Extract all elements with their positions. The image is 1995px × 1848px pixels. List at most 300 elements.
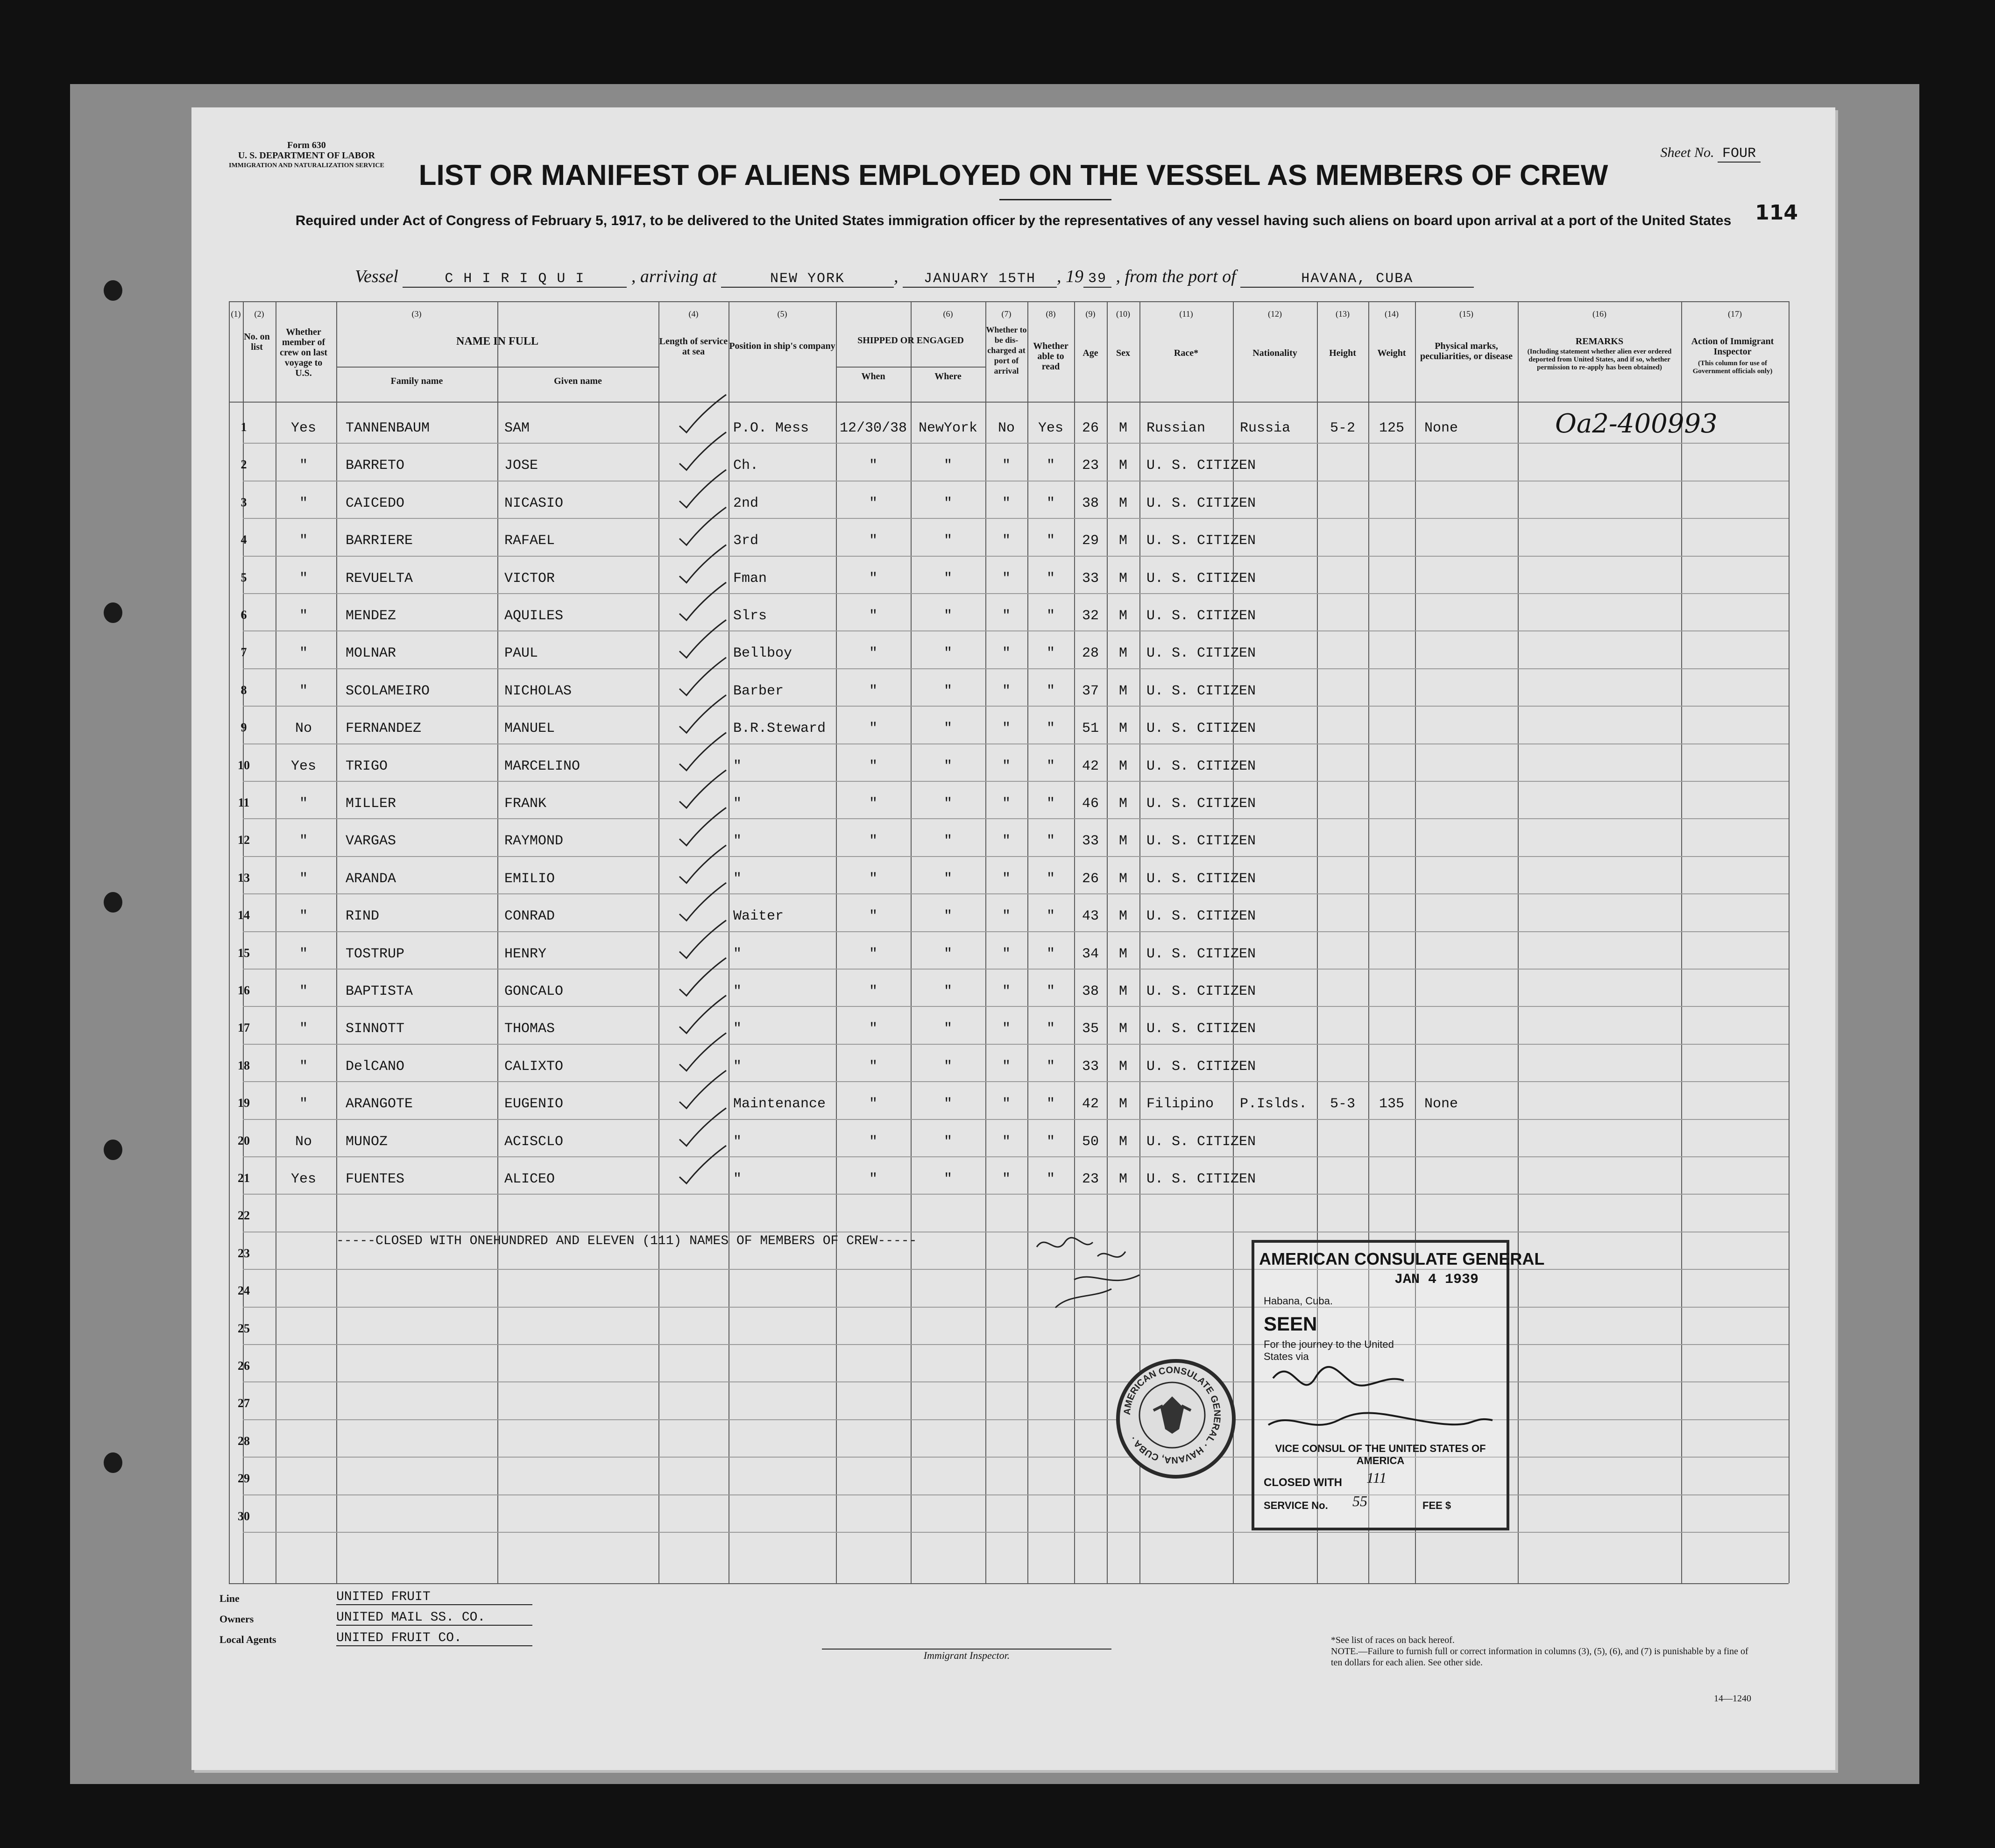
cell-prev: Yes (290, 420, 316, 436)
cell-where: " (943, 495, 952, 511)
cell-family: FERNANDEZ (346, 721, 422, 737)
cell-when: " (869, 871, 877, 887)
length-of-service-checkmarks (191, 107, 1835, 1770)
cell-read: " (1046, 984, 1055, 999)
cell-family: TOSTRUP (346, 946, 405, 962)
cell-position: Fman (733, 570, 767, 587)
cell-disch: " (1002, 721, 1011, 737)
cell-no: 2 (241, 458, 247, 472)
cell-disch: No (998, 420, 1015, 436)
cell-read: " (1046, 758, 1055, 774)
binder-hole (104, 1452, 122, 1473)
column-number: (7) (1001, 309, 1012, 319)
cell-height: 5-3 (1330, 1096, 1355, 1112)
vessel-name: C H I R I Q U I (403, 271, 627, 288)
cell-where: " (943, 946, 952, 962)
cell-when: " (869, 946, 877, 962)
cell-position: 2nd (733, 495, 759, 511)
form-code: 14—1240 (1714, 1693, 1751, 1704)
cell-when: " (869, 1096, 877, 1112)
cell-disch: " (1002, 458, 1011, 474)
cell-citizenship: U. S. CITIZEN (1146, 796, 1256, 812)
checkmark (679, 733, 726, 771)
cell-disch: " (1002, 1171, 1011, 1187)
cell-prev: " (299, 570, 308, 587)
column-number: (17) (1728, 309, 1742, 319)
cell-given: MANUEL (504, 721, 555, 737)
cell-disch: " (1002, 871, 1011, 887)
cell-given: EMILIO (504, 871, 555, 887)
column-number: (9) (1085, 309, 1096, 319)
cell-age: 38 (1082, 984, 1099, 999)
cell-sex: M (1118, 946, 1127, 962)
seal-text: AMERICAN CONSULATE GENERAL · HAVANA, CUBA · (1122, 1365, 1223, 1466)
cell-where: " (943, 1171, 952, 1187)
cell-read: " (1046, 1096, 1055, 1112)
cell-position: Bellboy (733, 645, 792, 662)
page-number: 114 (1755, 201, 1798, 225)
cell-given: THOMAS (504, 1021, 555, 1037)
header-able-read: Whether able to read (1033, 341, 1068, 372)
cell-phys: None (1424, 1096, 1458, 1112)
binder-hole (104, 892, 122, 913)
document-title: LIST OR MANIFEST OF ALIENS EMPLOYED ON THE VESSEL AS MEMBERS OF CREW (418, 159, 1608, 191)
header-weight: Weight (1377, 348, 1406, 358)
cell-sex: M (1118, 420, 1127, 436)
cell-where: " (943, 1133, 952, 1150)
cell-read: " (1046, 570, 1055, 587)
cell-no: 6 (241, 608, 247, 622)
cell-position: " (733, 833, 742, 850)
header-length-service: Length of service at sea (659, 336, 728, 357)
cell-when: " (869, 833, 877, 850)
cell-given: MARCELINO (504, 758, 580, 774)
cell-read: " (1046, 908, 1055, 925)
agents-value: UNITED FRUIT CO. (336, 1631, 532, 1646)
column-number: (14) (1385, 309, 1399, 319)
cell-read: " (1046, 458, 1055, 474)
header-when: When (861, 371, 885, 382)
cell-citizenship: U. S. CITIZEN (1146, 721, 1256, 737)
column-number: (5) (777, 309, 787, 319)
cell-nat: P.Islds. (1240, 1096, 1308, 1112)
cell-where: " (943, 1058, 952, 1075)
stamp-date: JAN 4 1939 (1394, 1272, 1479, 1288)
cell-remarks: Oa2-400993 (1555, 409, 1718, 439)
cell-weight: 125 (1379, 420, 1404, 436)
cell-no: 23 (238, 1246, 250, 1260)
cell-disch: " (1002, 1096, 1011, 1112)
checkmark (679, 695, 726, 733)
cell-sex: M (1118, 833, 1127, 850)
cell-given: GONCALO (504, 984, 564, 999)
checkmark (679, 507, 726, 545)
cell-when: " (869, 683, 877, 699)
cell-when: " (869, 908, 877, 925)
cell-where: " (943, 721, 952, 737)
column-number: (11) (1179, 309, 1193, 319)
stamp-seen: SEEN (1264, 1313, 1317, 1335)
header-given-name: Given name (554, 376, 602, 386)
cell-position: 3rd (733, 533, 759, 549)
cell-family: DelCANO (346, 1058, 405, 1075)
cell-disch: " (1002, 796, 1011, 812)
cell-position: Barber (733, 683, 784, 699)
cell-where: " (943, 608, 952, 624)
footer-owner-block (219, 1590, 486, 1654)
header-height: Height (1329, 348, 1356, 358)
arrival-port: NEW YORK (721, 271, 894, 288)
checkmark (679, 1070, 726, 1108)
cell-sex: M (1118, 1021, 1127, 1037)
consulate-stamp (1252, 1240, 1545, 1530)
cell-age: 26 (1082, 420, 1099, 436)
cell-family: ARANDA (346, 871, 396, 887)
cell-prev: " (299, 683, 308, 699)
cell-prev: " (299, 908, 308, 925)
cell-given: PAUL (504, 645, 538, 662)
header-no-on-list: No. on list (244, 332, 270, 352)
cell-prev: No (295, 1133, 312, 1150)
cell-position: " (733, 1133, 742, 1150)
stamp-closed-with-label: CLOSED WITH (1264, 1476, 1342, 1489)
checkmark (679, 807, 726, 845)
cell-age: 33 (1082, 833, 1099, 850)
cell-where: " (943, 458, 952, 474)
header-where: Where (934, 371, 962, 382)
cell-when: " (869, 533, 877, 549)
cell-given: RAYMOND (504, 833, 564, 850)
header-sex: Sex (1116, 348, 1130, 358)
cell-family: BAPTISTA (346, 984, 413, 999)
cell-no: 14 (238, 908, 250, 922)
cell-disch: " (1002, 608, 1011, 624)
cell-height: 5-2 (1330, 420, 1355, 436)
cell-read: " (1046, 683, 1055, 699)
cell-read: " (1046, 1133, 1055, 1150)
column-number: (1) (231, 309, 241, 319)
cell-family: RIND (346, 908, 380, 925)
cell-position: " (733, 1021, 742, 1037)
inspector-signature (1027, 1228, 1167, 1322)
cell-no: 20 (238, 1133, 250, 1147)
checkmark (679, 1146, 726, 1183)
cell-no: 27 (238, 1396, 250, 1410)
cell-where: " (943, 570, 952, 587)
column-number: (10) (1116, 309, 1130, 319)
cell-citizenship: U. S. CITIZEN (1146, 984, 1256, 999)
cell-prev: " (299, 833, 308, 850)
header-nationality: Nationality (1252, 348, 1297, 358)
cell-prev: " (299, 645, 308, 662)
cell-no: 8 (241, 683, 247, 697)
arriving-label: , arriving at (631, 267, 717, 286)
cell-nat: Russia (1240, 420, 1291, 436)
checkmark (679, 395, 726, 432)
cell-age: 28 (1082, 645, 1099, 662)
column-number: (15) (1459, 309, 1473, 319)
cell-position: Waiter (733, 908, 784, 925)
header-remarks-sub: (Including statement whether alien ever ordered deported from United States, and if so, whether permission to re-apply has been obtained) (1527, 348, 1672, 371)
cell-disch: " (1002, 758, 1011, 774)
cell-read: " (1046, 533, 1055, 549)
binder-hole (104, 602, 122, 623)
cell-prev: Yes (290, 758, 316, 774)
cell-no: 25 (238, 1321, 250, 1335)
arrival-date: JANUARY 15TH (903, 271, 1057, 288)
checkmark (679, 958, 726, 996)
cell-age: 35 (1082, 1021, 1099, 1037)
cell-no: 21 (238, 1171, 250, 1185)
cell-disch: " (1002, 1058, 1011, 1075)
cell-citizenship: U. S. CITIZEN (1146, 533, 1256, 549)
year-prefix: 19 (1066, 267, 1083, 286)
cell-given: SAM (504, 420, 530, 436)
stamp-journey: For the journey to the United States via (1264, 1338, 1394, 1362)
cell-no: 30 (238, 1509, 250, 1523)
stamp-handwriting (1264, 1359, 1497, 1444)
cell-position: " (733, 871, 742, 887)
cell-read: " (1046, 608, 1055, 624)
cell-prev: " (299, 1058, 308, 1075)
cell-family: ARANGOTE (346, 1096, 413, 1112)
cell-family: VARGAS (346, 833, 396, 850)
checkmark (679, 770, 726, 808)
cell-given: NICHOLAS (504, 683, 572, 699)
cell-age: 33 (1082, 1058, 1099, 1075)
sheet-value: FOUR (1718, 146, 1761, 163)
stamp-service-no: 55 (1352, 1493, 1367, 1509)
line-label: Line (219, 1593, 240, 1604)
cell-prev: " (299, 871, 308, 887)
line-value: UNITED FRUIT (336, 1590, 532, 1605)
cell-when: " (869, 1133, 877, 1150)
cell-where: " (943, 871, 952, 887)
cell-given: FRANK (504, 796, 547, 812)
cell-given: ALICEO (504, 1171, 555, 1187)
cell-when: " (869, 758, 877, 774)
stamp-vice-consul: VICE CONSUL OF THE UNITED STATES OF AMERICA (1275, 1443, 1486, 1466)
column-number: (16) (1592, 309, 1606, 319)
stamp-city: Habana, Cuba. (1264, 1295, 1333, 1307)
cell-position: " (733, 796, 742, 812)
cell-given: AQUILES (504, 608, 564, 624)
header-member-prev: Whether member of crew on last voyage to U.S. (280, 327, 327, 378)
cell-age: 23 (1082, 1171, 1099, 1187)
cell-where: NewYork (918, 420, 978, 436)
footer-notes (1331, 1635, 1761, 1668)
column-number: (12) (1268, 309, 1282, 319)
cell-no: 28 (238, 1434, 250, 1448)
cell-sex: M (1118, 570, 1127, 587)
column-number: (13) (1336, 309, 1350, 319)
cell-citizenship: U. S. CITIZEN (1146, 758, 1256, 774)
cell-no: 29 (238, 1472, 250, 1486)
cell-prev: " (299, 984, 308, 999)
seal-emblem (1116, 1359, 1228, 1471)
cell-disch: " (1002, 833, 1011, 850)
cell-given: VICTOR (504, 570, 555, 587)
binder-hole (104, 280, 122, 301)
cell-when: " (869, 570, 877, 587)
cell-age: 32 (1082, 608, 1099, 624)
cell-prev: " (299, 608, 308, 624)
column-number: (8) (1046, 309, 1056, 319)
cell-no: 26 (238, 1359, 250, 1373)
cell-position: Ch. (733, 458, 759, 474)
cell-read: " (1046, 721, 1055, 737)
cell-disch: " (1002, 984, 1011, 999)
cell-read: " (1046, 796, 1055, 812)
cell-age: 42 (1082, 1096, 1099, 1112)
cell-position: B.R.Steward (733, 721, 826, 737)
checkmark (679, 1033, 726, 1071)
cell-given: NICASIO (504, 495, 564, 511)
header-position: Position in ship's company (729, 341, 835, 351)
cell-citizenship: U. S. CITIZEN (1146, 683, 1256, 699)
cell-disch: " (1002, 946, 1011, 962)
cell-disch: " (1002, 1021, 1011, 1037)
cell-sex: M (1118, 683, 1127, 699)
cell-citizenship: U. S. CITIZEN (1146, 495, 1256, 511)
header-physical: Physical marks, peculiarities, or disease (1420, 341, 1513, 361)
cell-given: HENRY (504, 946, 547, 962)
column-number: (4) (688, 309, 699, 319)
cell-no: 16 (238, 984, 250, 997)
cell-no: 7 (241, 645, 247, 659)
cell-age: 26 (1082, 871, 1099, 887)
cell-position: P.O. Mess (733, 420, 809, 436)
cell-position: " (733, 758, 742, 774)
checkmark (679, 432, 726, 470)
cell-disch: " (1002, 533, 1011, 549)
cell-sex: M (1118, 871, 1127, 887)
cell-no: 15 (238, 946, 250, 960)
cell-sex: M (1118, 908, 1127, 925)
cell-age: 38 (1082, 495, 1099, 511)
cell-citizenship: U. S. CITIZEN (1146, 1133, 1256, 1150)
cell-age: 34 (1082, 946, 1099, 962)
cell-family: CAICEDO (346, 495, 405, 511)
cell-sex: M (1118, 1133, 1127, 1150)
cell-given: ACISCLO (504, 1133, 564, 1150)
cell-family: BARRETO (346, 458, 405, 474)
header-discharged: Whether to be dis-charged at port of arrival (986, 325, 1027, 375)
cell-sex: M (1118, 1171, 1127, 1187)
cell-prev: No (295, 721, 312, 737)
column-number: (2) (254, 309, 264, 319)
cell-no: 18 (238, 1058, 250, 1072)
cell-sex: M (1118, 1058, 1127, 1075)
cell-citizenship: U. S. CITIZEN (1146, 1058, 1256, 1075)
cell-prev: " (299, 533, 308, 549)
cell-family: TRIGO (346, 758, 388, 774)
cell-sex: M (1118, 984, 1127, 999)
checkmark (679, 470, 726, 508)
cell-race: Filipino (1146, 1096, 1214, 1112)
cell-no: 4 (241, 533, 247, 547)
column-number: (6) (943, 309, 953, 319)
header-shipped: SHIPPED OR ENGAGED (857, 335, 964, 346)
cell-sex: M (1118, 645, 1127, 662)
cell-no: 1 (241, 420, 247, 434)
cell-citizenship: U. S. CITIZEN (1146, 608, 1256, 624)
cell-family: MENDEZ (346, 608, 396, 624)
cell-prev: " (299, 458, 308, 474)
cell-no: 5 (241, 570, 247, 584)
cell-given: CALIXTO (504, 1058, 564, 1075)
cell-family: MILLER (346, 796, 396, 812)
vessel-line: Vessel C H I R I Q U I , arriving at NEW YORK , JANUARY 15TH , 19 39 , from the port of HAVANA, CUBA (355, 266, 1474, 288)
stamp-closed-count: 111 (1366, 1469, 1387, 1486)
cell-where: " (943, 833, 952, 850)
cell-when: " (869, 984, 877, 999)
cell-sex: M (1118, 1096, 1127, 1112)
cell-sex: M (1118, 495, 1127, 511)
cell-position: " (733, 1171, 742, 1187)
cell-given: CONRAD (504, 908, 555, 925)
arrival-year: 39 (1083, 271, 1111, 288)
cell-disch: " (1002, 645, 1011, 662)
cell-no: 9 (241, 721, 247, 735)
stamp-service-no-label: SERVICE No. (1264, 1500, 1328, 1511)
cell-position: " (733, 946, 742, 962)
cell-no: 19 (238, 1096, 250, 1110)
cell-prev: " (299, 1096, 308, 1112)
checkmark (679, 545, 726, 583)
cell-when: " (869, 495, 877, 511)
cell-family: MOLNAR (346, 645, 396, 662)
cell-prev: Yes (290, 1171, 316, 1187)
cell-age: 43 (1082, 908, 1099, 925)
closed-line: -----CLOSED WITH ONEHUNDRED AND ELEVEN (111) NAMES OF MEMBERS OF CREW----- (336, 1234, 917, 1248)
cell-sex: M (1118, 458, 1127, 474)
sheet-label: Sheet No. (1660, 145, 1714, 160)
cell-when: " (869, 645, 877, 662)
cell-when: " (869, 1171, 877, 1187)
form-number-line: Form 630 (287, 140, 326, 150)
cell-citizenship: U. S. CITIZEN (1146, 570, 1256, 587)
cell-disch: " (1002, 570, 1011, 587)
stamp-title: AMERICAN CONSULATE GENERAL (1259, 1249, 1545, 1268)
cell-disch: " (1002, 683, 1011, 699)
cell-sex: M (1118, 758, 1127, 774)
cell-citizenship: U. S. CITIZEN (1146, 458, 1256, 474)
cell-position: Maintenance (733, 1096, 826, 1112)
cell-where: " (943, 758, 952, 774)
checkmark (679, 845, 726, 883)
cell-read: " (1046, 1058, 1055, 1075)
cell-when: " (869, 458, 877, 474)
cell-citizenship: U. S. CITIZEN (1146, 645, 1256, 662)
cell-where: " (943, 984, 952, 999)
cell-citizenship: U. S. CITIZEN (1146, 908, 1256, 925)
cell-citizenship: U. S. CITIZEN (1146, 871, 1256, 887)
cell-sex: M (1118, 721, 1127, 737)
cell-citizenship: U. S. CITIZEN (1146, 946, 1256, 962)
checkmark (679, 658, 726, 695)
cell-where: " (943, 1021, 952, 1037)
cell-age: 50 (1082, 1133, 1099, 1150)
stamp-fee-label: FEE $ (1422, 1500, 1451, 1511)
cell-no: 13 (238, 871, 250, 885)
cell-read: " (1046, 645, 1055, 662)
cell-family: FUENTES (346, 1171, 405, 1187)
cell-prev: " (299, 796, 308, 812)
cell-no: 17 (238, 1021, 250, 1035)
cell-prev: " (299, 495, 308, 511)
cell-family: SINNOTT (346, 1021, 405, 1037)
